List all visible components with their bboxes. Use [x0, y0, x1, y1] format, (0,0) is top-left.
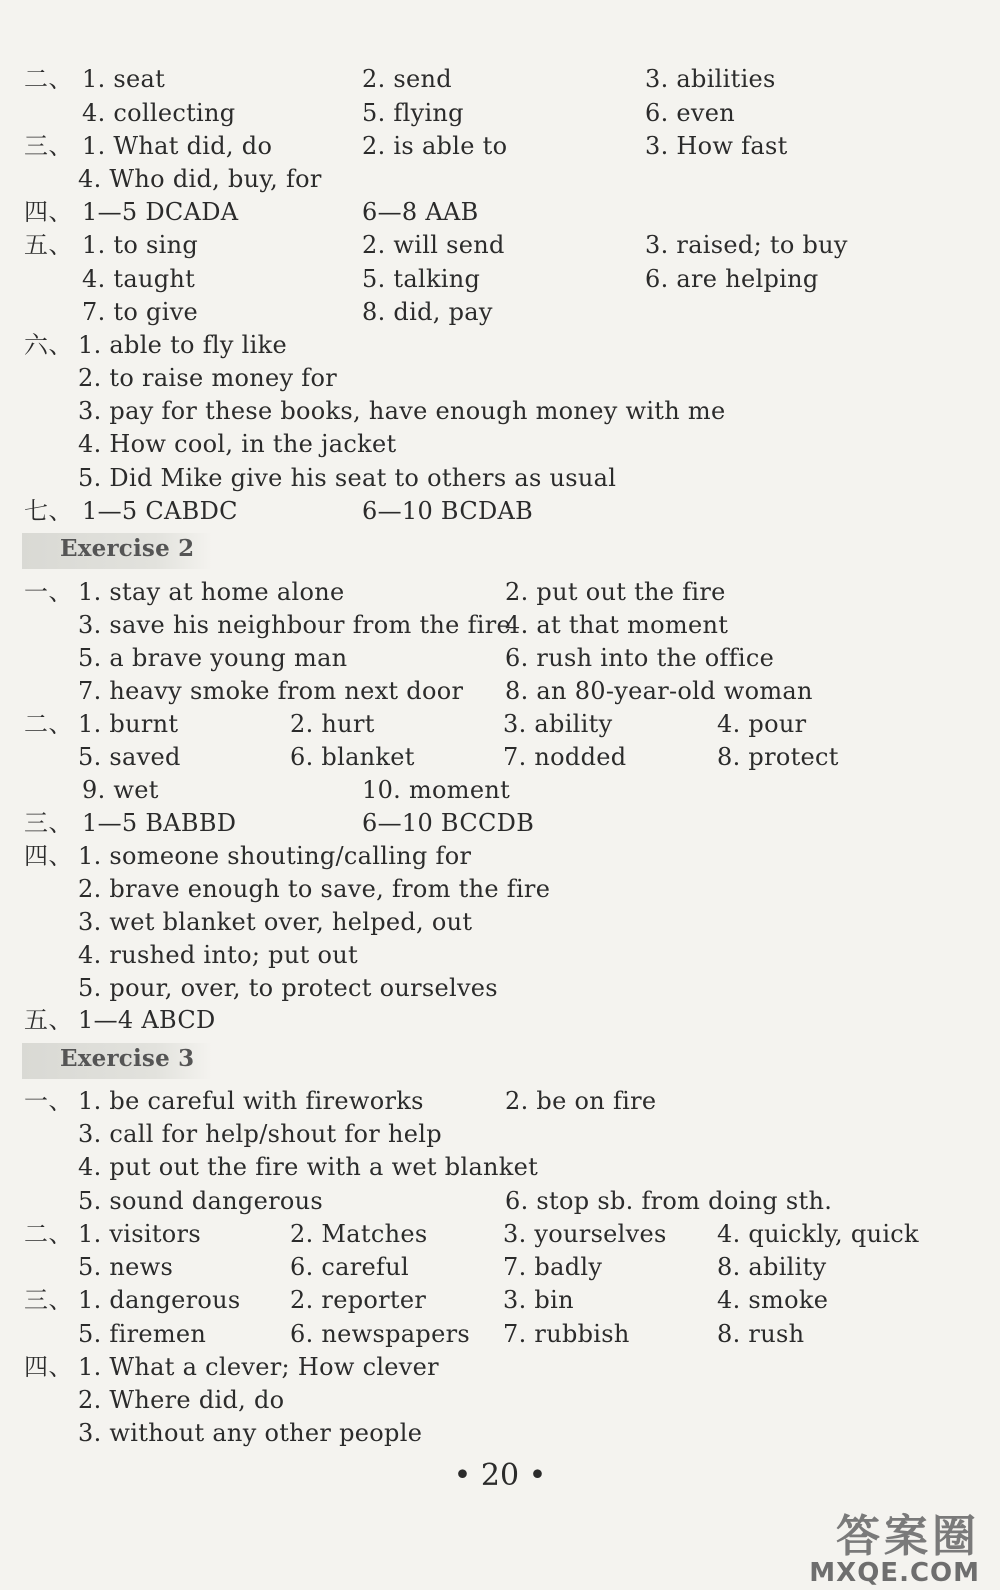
answer-item: 2. hurt [290, 710, 375, 738]
answer-item: 6—8 AAB [362, 198, 479, 226]
answer-item: 2. send [362, 65, 452, 93]
answer-item: 4. How cool, in the jacket [78, 430, 397, 458]
answer-item: 3. How fast [645, 132, 788, 160]
answer-item: 3. abilities [645, 65, 776, 93]
section-number: 五、 [24, 231, 73, 259]
answer-item: 4. taught [82, 265, 196, 293]
exercise-heading-label: Exercise 3 [60, 1045, 195, 1072]
answer-item: 5. saved [78, 743, 181, 771]
section-number: 七、 [24, 497, 73, 525]
answer-item: 1. able to fly like [78, 331, 287, 359]
answer-item: 7. to give [82, 298, 199, 326]
watermark-url: MXQE.COM [809, 1558, 980, 1588]
answer-item: 1. dangerous [78, 1286, 241, 1314]
section-number: 三、 [24, 132, 73, 160]
answer-item: 5. talking [362, 265, 481, 293]
answer-item: 5. a brave young man [78, 644, 348, 672]
section-number: 三、 [24, 809, 73, 837]
answer-item: 2. put out the fire [505, 578, 726, 606]
answer-item: 5. news [78, 1253, 174, 1281]
answer-item: 4. smoke [717, 1286, 829, 1314]
page-number: • 20 • [453, 1458, 547, 1493]
answer-item: 2. will send [362, 231, 505, 259]
answer-item: 5. flying [362, 99, 464, 127]
answer-item: 4. Who did, buy, for [78, 165, 322, 193]
answer-item: 4. put out the fire with a wet blanket [78, 1153, 539, 1181]
exercise-heading [22, 1043, 212, 1079]
answer-item: 1. to sing [82, 231, 199, 259]
watermark-logo [809, 1500, 980, 1588]
exercise-heading [22, 533, 212, 569]
answer-item: 3. raised; to buy [645, 231, 848, 259]
section-number: 三、 [24, 1286, 73, 1314]
answer-item: 3. ability [503, 710, 613, 738]
answer-item: 4. rushed into; put out [78, 941, 358, 969]
answer-item: 5. firemen [78, 1320, 207, 1348]
answer-item: 5. pour, over, to protect ourselves [78, 974, 498, 1002]
answer-item: 8. an 80-year-old woman [505, 677, 813, 705]
answer-item: 7. nodded [503, 743, 627, 771]
answer-item: 1. What a clever; How clever [78, 1353, 439, 1381]
answer-item: 3. without any other people [78, 1419, 423, 1447]
answer-item: 6—10 BCDAB [362, 497, 534, 525]
answer-item: 3. bin [503, 1286, 574, 1314]
answer-item: 1. burnt [78, 710, 179, 738]
answer-item: 4. pour [717, 710, 807, 738]
answer-item: 7. badly [503, 1253, 603, 1281]
section-number: 二、 [24, 1220, 73, 1248]
answer-item: 1—5 BABBD [82, 809, 237, 837]
answer-item: 2. Matches [290, 1220, 428, 1248]
section-number: 二、 [24, 710, 73, 738]
exercise-heading-label: Exercise 2 [60, 535, 195, 562]
section-number: 一、 [24, 1087, 73, 1115]
answer-item: 7. rubbish [503, 1320, 630, 1348]
answer-item: 4. quickly, quick [717, 1220, 919, 1248]
answer-item: 2. Where did, do [78, 1386, 285, 1414]
answer-item: 1. What did, do [82, 132, 273, 160]
answer-item: 8. ability [717, 1253, 827, 1281]
answer-item: 6. newspapers [290, 1320, 470, 1348]
answer-item: 8. rush [717, 1320, 805, 1348]
answer-item: 5. sound dangerous [78, 1187, 323, 1215]
answer-item: 1. stay at home alone [78, 578, 345, 606]
answer-item: 2. to raise money for [78, 364, 338, 392]
answer-item: 3. pay for these books, have enough money with me [78, 397, 726, 425]
answer-item: 1. be careful with fireworks [78, 1087, 424, 1115]
answer-item: 1—5 CABDC [82, 497, 238, 525]
answer-item: 4. collecting [82, 99, 236, 127]
answer-item: 6. stop sb. from doing sth. [505, 1187, 833, 1215]
answer-item: 6. even [645, 99, 736, 127]
answer-item: 1—5 DCADA [82, 198, 239, 226]
answer-item: 3. wet blanket over, helped, out [78, 908, 473, 936]
answer-item: 3. yourselves [503, 1220, 667, 1248]
answer-item: 6. rush into the office [505, 644, 775, 672]
answer-item: 8. protect [717, 743, 839, 771]
section-number: 四、 [24, 198, 73, 226]
answer-item: 4. at that moment [505, 611, 729, 639]
answer-item: 1—4 ABCD [78, 1006, 216, 1034]
section-number: 二、 [24, 65, 73, 93]
answer-item: 1. someone shouting/calling for [78, 842, 472, 870]
answer-item: 6. careful [290, 1253, 409, 1281]
answer-item: 2. reporter [290, 1286, 427, 1314]
answer-item: 2. be on fire [505, 1087, 657, 1115]
answer-item: 8. did, pay [362, 298, 493, 326]
answer-item: 1. seat [82, 65, 166, 93]
answer-item: 2. is able to [362, 132, 508, 160]
answer-item: 3. save his neighbour from the fire [78, 611, 512, 639]
section-number: 一、 [24, 578, 73, 606]
answer-item: 2. brave enough to save, from the fire [78, 875, 551, 903]
section-number: 四、 [24, 842, 73, 870]
section-number: 四、 [24, 1353, 73, 1381]
answer-item: 6—10 BCCDB [362, 809, 535, 837]
answer-item: 1. visitors [78, 1220, 201, 1248]
section-number: 六、 [24, 331, 73, 359]
answer-item: 10. moment [362, 776, 511, 804]
watermark-chinese: 答案圈 [836, 1511, 980, 1562]
answer-item: 3. call for help/shout for help [78, 1120, 442, 1148]
answer-item: 6. are helping [645, 265, 819, 293]
answer-item: 7. heavy smoke from next door [78, 677, 464, 705]
answer-item: 6. blanket [290, 743, 415, 771]
answer-item: 5. Did Mike give his seat to others as usual [78, 464, 617, 492]
section-number: 五、 [24, 1006, 73, 1034]
answer-item: 9. wet [82, 776, 159, 804]
